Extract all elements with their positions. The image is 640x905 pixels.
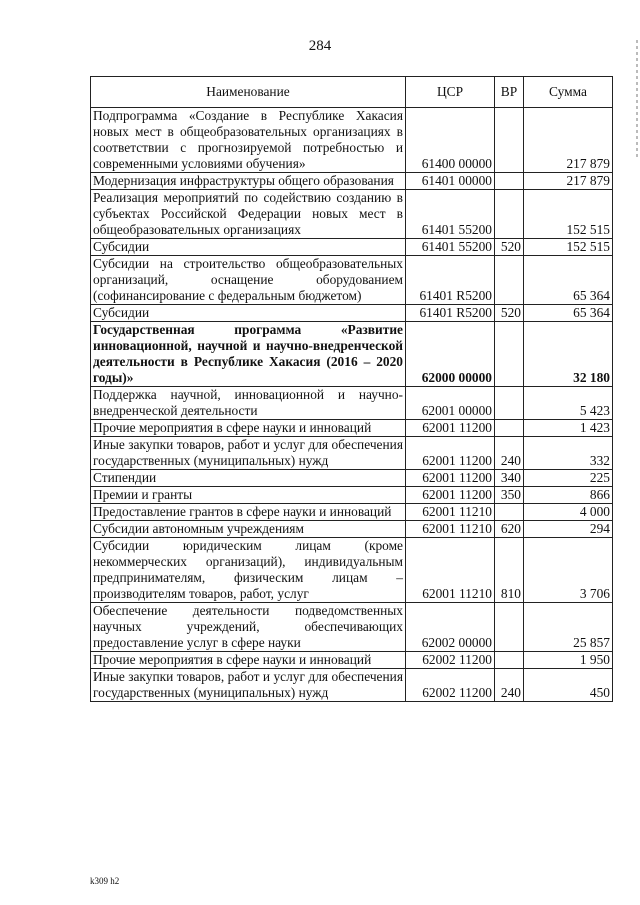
row-sum: 3 706 [524, 538, 613, 603]
row-sum: 65 364 [524, 256, 613, 305]
row-csr: 62002 00000 [406, 603, 495, 652]
row-name: Стипендии [91, 470, 406, 487]
row-csr: 61401 00000 [406, 173, 495, 190]
row-csr: 61401 R5200 [406, 305, 495, 322]
row-name: Премии и гранты [91, 487, 406, 504]
row-csr: 61401 R5200 [406, 256, 495, 305]
row-csr: 62002 11200 [406, 652, 495, 669]
row-vr [495, 322, 524, 387]
row-csr: 61401 55200 [406, 190, 495, 239]
row-sum: 25 857 [524, 603, 613, 652]
row-name: Субсидии [91, 239, 406, 256]
table-row [91, 669, 613, 702]
row-name: Субсидии [91, 305, 406, 322]
row-csr: 62001 11210 [406, 521, 495, 538]
row-name: Субсидии автономным учреждениям [91, 521, 406, 538]
row-name: Субсидии на строительство общеобразовательных организаций, оснащение оборудованием (софинансирование с федеральным бюджетом) [91, 256, 406, 305]
row-vr: 620 [495, 521, 524, 538]
row-sum: 5 423 [524, 387, 613, 420]
header-row [91, 77, 613, 108]
row-vr [495, 190, 524, 239]
row-csr: 62001 11200 [406, 487, 495, 504]
row-name: Иные закупки товаров, работ и услуг для обеспечения государственных (муниципальных) нужд [91, 437, 406, 470]
header-sum: Сумма [524, 77, 613, 108]
row-vr [495, 603, 524, 652]
row-vr [495, 387, 524, 420]
header-csr: ЦСР [406, 77, 495, 108]
header-name: Наименование [91, 77, 406, 108]
table-row [91, 108, 613, 173]
table-row [91, 239, 613, 256]
row-sum: 217 879 [524, 173, 613, 190]
row-sum: 65 364 [524, 305, 613, 322]
row-vr: 240 [495, 437, 524, 470]
table-row [91, 538, 613, 603]
table-row [91, 521, 613, 538]
row-sum: 332 [524, 437, 613, 470]
row-name: Модернизация инфраструктуры общего образования [91, 173, 406, 190]
row-name: Государственная программа «Развитие инновационной, научной и научно-внедренческой деятельности в Республике Хакасия (2016 – 2020 годы)» [91, 322, 406, 387]
row-sum: 217 879 [524, 108, 613, 173]
table-row [91, 305, 613, 322]
row-name: Реализация мероприятий по содействию созданию в субъектах Российской Федерации новых мест в общеобразовательных организациях [91, 190, 406, 239]
table-row [91, 487, 613, 504]
row-name: Прочие мероприятия в сфере науки и инноваций [91, 420, 406, 437]
row-vr [495, 256, 524, 305]
row-csr: 62001 11200 [406, 420, 495, 437]
table-row [91, 603, 613, 652]
table-row [91, 322, 613, 387]
row-vr [495, 420, 524, 437]
row-name: Подпрограмма «Создание в Республике Хакасия новых мест в общеобразовательных организациях в соответствии с прогнозируемой потребностью и современными условиями обучения» [91, 108, 406, 173]
table-row [91, 256, 613, 305]
budget-table [90, 76, 613, 702]
row-csr: 62001 00000 [406, 387, 495, 420]
header-vr: ВР [495, 77, 524, 108]
row-csr: 62001 11200 [406, 470, 495, 487]
row-sum: 152 515 [524, 239, 613, 256]
table-row [91, 387, 613, 420]
table-row [91, 173, 613, 190]
row-csr: 61400 00000 [406, 108, 495, 173]
table-row [91, 652, 613, 669]
row-sum: 152 515 [524, 190, 613, 239]
table-row [91, 504, 613, 521]
row-csr: 61401 55200 [406, 239, 495, 256]
row-sum: 32 180 [524, 322, 613, 387]
row-vr: 520 [495, 239, 524, 256]
row-sum: 450 [524, 669, 613, 702]
footer-code: k309 h2 [90, 876, 120, 886]
row-csr: 62001 11210 [406, 538, 495, 603]
table-body [91, 108, 613, 702]
row-vr [495, 652, 524, 669]
row-vr: 810 [495, 538, 524, 603]
row-sum: 866 [524, 487, 613, 504]
row-vr: 240 [495, 669, 524, 702]
page-number: 284 [308, 38, 332, 54]
row-name: Поддержка научной, инновационной и научно-внедренческой деятельности [91, 387, 406, 420]
row-csr: 62002 11200 [406, 669, 495, 702]
row-vr: 340 [495, 470, 524, 487]
row-vr: 350 [495, 487, 524, 504]
row-sum: 225 [524, 470, 613, 487]
row-csr: 62001 11200 [406, 437, 495, 470]
row-sum: 1 423 [524, 420, 613, 437]
scan-edge-mark [636, 40, 638, 160]
row-sum: 1 950 [524, 652, 613, 669]
row-name: Прочие мероприятия в сфере науки и инноваций [91, 652, 406, 669]
table-row [91, 190, 613, 239]
row-csr: 62001 11210 [406, 504, 495, 521]
row-sum: 4 000 [524, 504, 613, 521]
table-header [91, 77, 613, 108]
row-vr: 520 [495, 305, 524, 322]
row-name: Субсидии юридическим лицам (кроме некоммерческих организаций), индивидуальным предпринимателям, физическим лицам – производителям товаров, работ, услуг [91, 538, 406, 603]
row-csr: 62000 00000 [406, 322, 495, 387]
row-vr [495, 173, 524, 190]
table-row [91, 470, 613, 487]
row-name: Иные закупки товаров, работ и услуг для обеспечения государственных (муниципальных) нужд [91, 669, 406, 702]
row-sum: 294 [524, 521, 613, 538]
row-vr [495, 108, 524, 173]
row-name: Предоставление грантов в сфере науки и инноваций [91, 504, 406, 521]
table-row [91, 437, 613, 470]
row-name: Обеспечение деятельности подведомственных научных учреждений, обеспечивающих предоставление услуг в сфере науки [91, 603, 406, 652]
row-vr [495, 504, 524, 521]
table-row [91, 420, 613, 437]
